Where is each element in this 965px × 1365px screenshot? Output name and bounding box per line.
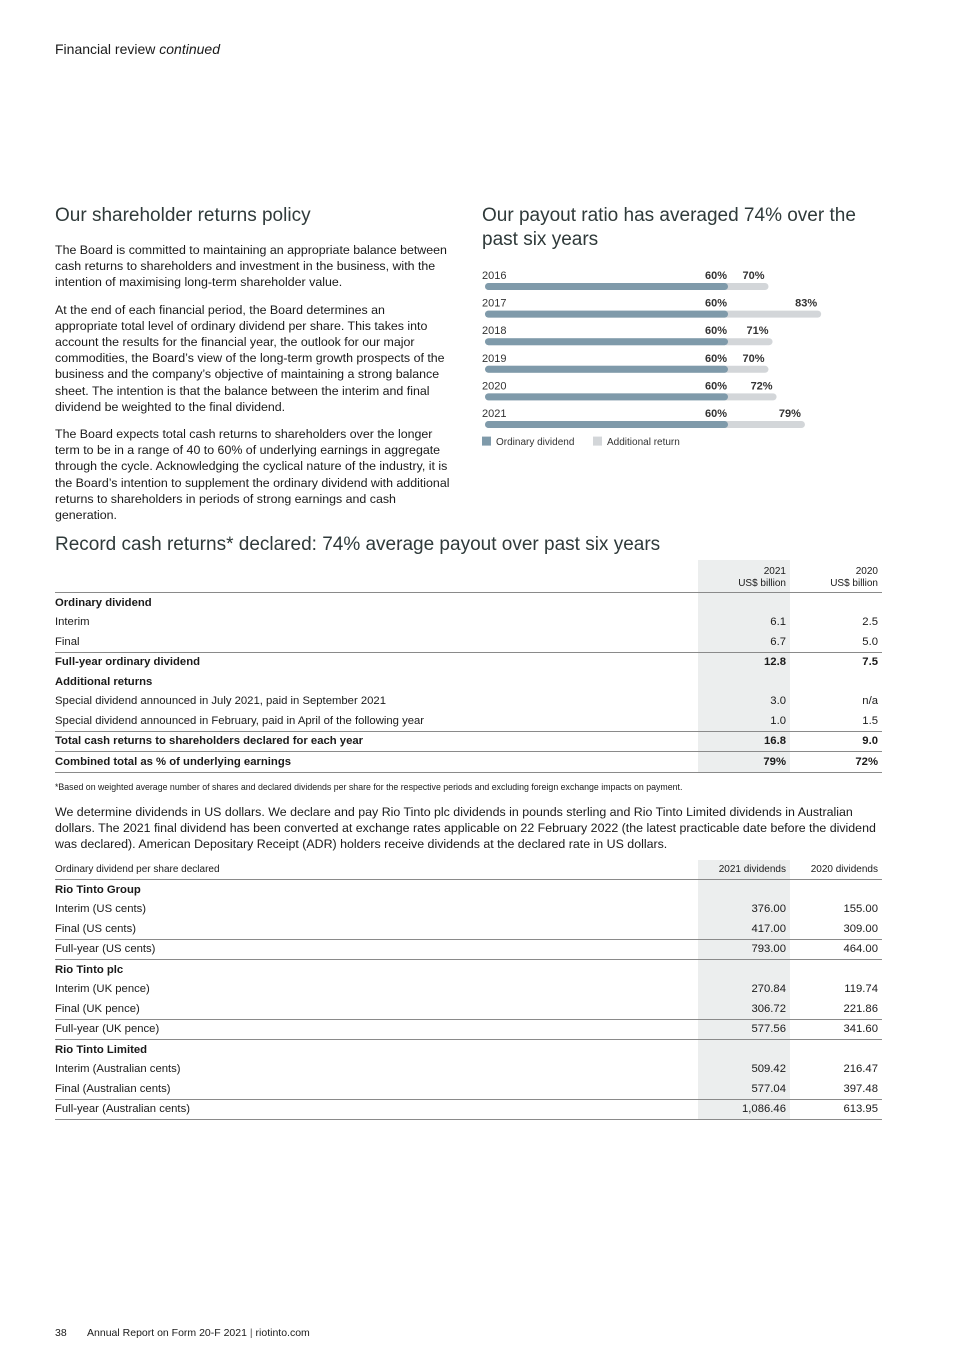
row-label: Final (UK pence)	[55, 1002, 140, 1015]
payout-chart-section	[482, 204, 882, 449]
ordinary-value-label: 60%	[704, 380, 727, 393]
table-row	[55, 939, 882, 960]
value-2020: 155.00	[843, 903, 878, 916]
value-2020: n/a	[862, 695, 878, 708]
value-2021: 793.00	[698, 939, 790, 960]
report-name: Annual Report on Form 20-F 2021	[87, 1327, 247, 1339]
row-label: Interim (US cents)	[55, 903, 147, 916]
col-unit: US$ billion	[738, 578, 786, 589]
row-label: Special dividend announced in February, paid in April of the following year	[55, 714, 425, 727]
row-label: Full-year (UK pence)	[55, 1019, 698, 1040]
row-label: Additional returns	[55, 675, 153, 688]
table-row	[55, 960, 882, 980]
total-value-label: 72%	[750, 380, 773, 393]
total-value-label: 70%	[742, 352, 765, 365]
ordinary-value-label: 60%	[704, 297, 727, 310]
value-2020: 5.0	[862, 635, 878, 648]
table-row	[55, 880, 882, 900]
value-2020: 221.86	[843, 1002, 878, 1015]
table-header-row	[55, 560, 882, 593]
footnote: *Based on weighted average number of shares and declared dividends per share for the respective periods and excluding foreign exchange impacts on payment.	[55, 782, 683, 792]
row-label: Interim (UK pence)	[55, 983, 150, 996]
row-label: Combined total as % of underlying earnings	[55, 752, 698, 773]
table-row	[55, 752, 882, 773]
value-2021	[698, 960, 790, 980]
policy-paragraph: The Board expects total cash returns to shareholders over the longer term to be in a range of 40 to 60% of underlying earnings in aggregate through the cycle. Acknowledging the cyclical nature of the industry, it is the Board’s intention to supplement the ordinary dividend with additional returns to shareholders in periods of strong earnings and cash generation.	[55, 427, 450, 523]
table-row	[55, 632, 882, 652]
table-row	[55, 1060, 882, 1080]
table-row	[55, 731, 882, 752]
table-header-row	[55, 860, 882, 880]
table-row	[55, 900, 882, 920]
table-row	[55, 1019, 882, 1040]
value-2021	[698, 1040, 790, 1060]
chart-title: Our payout ratio has averaged 74% over the past six years	[482, 205, 856, 250]
value-2021: 509.42	[698, 1060, 790, 1080]
value-2020	[790, 880, 882, 900]
policy-paragraph: The Board is committed to maintaining an appropriate balance between cash returns to shareholders and investment in the business, with the intention of maximising long-term shareholder value.	[55, 243, 447, 290]
value-2021: 6.7	[698, 632, 790, 652]
ordinary-dividend-bar	[485, 421, 728, 428]
row-label: Full-year (Australian cents)	[55, 1099, 698, 1120]
row-label: Special dividend announced in July 2021, paid in September 2021	[55, 695, 386, 708]
table-row	[55, 711, 882, 731]
year-label: 2021	[482, 408, 507, 420]
running-header	[55, 41, 220, 57]
year-label: 2016	[482, 270, 507, 282]
row-label: Final (US cents)	[55, 922, 136, 935]
value-2021: 6.1	[698, 613, 790, 633]
table-row	[55, 1079, 882, 1099]
row-label: Final	[55, 635, 80, 648]
value-2020: 1.5	[862, 714, 878, 727]
ordinary-value-label: 60%	[704, 408, 727, 420]
ordinary-value-label: 60%	[704, 270, 727, 282]
payout-ratio-chart	[482, 264, 882, 464]
value-2020: 9.0	[790, 731, 882, 752]
legend-label-additional: Additional return	[607, 437, 680, 449]
value-2021	[698, 672, 790, 692]
row-label: Final (Australian cents)	[55, 1082, 171, 1095]
row-label: Full-year (US cents)	[55, 939, 698, 960]
value-2020: 216.47	[843, 1063, 878, 1076]
ordinary-dividend-bar	[485, 311, 728, 318]
row-label: Interim (Australian cents)	[55, 1063, 181, 1076]
value-2020: 72%	[790, 752, 882, 773]
cash-returns-table	[55, 560, 882, 773]
col-year: 2021	[763, 566, 786, 577]
value-2020: 341.60	[790, 1019, 882, 1040]
header-continued: continued	[159, 41, 220, 57]
total-value-label: 71%	[746, 325, 769, 338]
table-row	[55, 1040, 882, 1060]
table-row	[55, 919, 882, 939]
value-2020	[790, 672, 882, 692]
value-2021: 79%	[698, 752, 790, 773]
value-2021: 577.56	[698, 1019, 790, 1040]
value-2021: 16.8	[698, 731, 790, 752]
col-year: 2020	[855, 566, 878, 577]
ordinary-dividend-bar	[485, 283, 728, 290]
value-2020: 613.95	[790, 1099, 882, 1120]
table-row	[55, 980, 882, 1000]
col-header-2020: 2020 dividends	[790, 860, 882, 880]
header-section: Financial review	[55, 41, 156, 57]
total-value-label: 79%	[778, 408, 801, 420]
ordinary-value-label: 60%	[704, 352, 727, 365]
value-2021: 270.84	[698, 980, 790, 1000]
value-2021: 1.0	[698, 711, 790, 731]
value-2021: 1,086.46	[698, 1099, 790, 1120]
row-label: Rio Tinto Limited	[55, 1040, 698, 1060]
header-spacer	[55, 560, 698, 593]
table-row	[55, 652, 882, 672]
table-row	[55, 672, 882, 692]
policy-paragraph: At the end of each financial period, the Board determines an appropriate total level of ordinary dividend per share. This takes into account the results for the financial year, the outlook for our major commodities, the Board’s view of the long-term growth prospects of the business and the company’s objective of maintaining a strong balance sheet. The intention is that the balance between the interim and final dividend be weighted to the final dividend.	[55, 302, 445, 414]
value-2021	[698, 880, 790, 900]
legend-label-ordinary: Ordinary dividend	[496, 437, 575, 449]
row-label: Rio Tinto Group	[55, 883, 141, 896]
table-row	[55, 1099, 882, 1120]
value-2021: 577.04	[698, 1079, 790, 1099]
row-label: Interim	[55, 616, 90, 629]
value-2020: 397.48	[843, 1082, 878, 1095]
site-link[interactable]: riotinto.com	[255, 1327, 310, 1339]
page-number: 38	[55, 1327, 67, 1339]
row-label: Full-year ordinary dividend	[55, 652, 698, 672]
value-2020: 7.5	[790, 652, 882, 672]
dividend-paragraph: We determine dividends in US dollars. We declare and pay Rio Tinto plc dividends in pounds sterling and Rio Tinto Limited dividends in Australian dollars. The 2021 final dividend has been converted at exchange rates applicable on 22 February 2022 (the latest practicable date before the dividend was declared). American Depositary Receipt (ADR) holders receive dividends at the declared rate in US dollars.	[55, 805, 876, 851]
value-2021: 376.00	[698, 900, 790, 920]
col-header-2021	[698, 560, 790, 593]
col-header-2020	[790, 560, 882, 593]
row-label: Rio Tinto plc	[55, 960, 698, 980]
value-2021: 3.0	[698, 692, 790, 712]
value-2020: 2.5	[862, 616, 878, 629]
table-row	[55, 999, 882, 1019]
year-label: 2019	[482, 352, 507, 365]
policy-title: Our shareholder returns policy	[55, 205, 311, 226]
legend-swatch-ordinary	[482, 437, 491, 446]
year-label: 2017	[482, 297, 507, 310]
total-value-label: 70%	[742, 270, 765, 282]
page-footer	[55, 1327, 310, 1339]
table-row	[55, 613, 882, 633]
value-2021: 12.8	[698, 652, 790, 672]
ordinary-dividend-bar	[485, 366, 728, 373]
value-2021: 417.00	[698, 919, 790, 939]
header-label: Ordinary dividend per share declared	[55, 860, 698, 880]
total-value-label: 83%	[795, 297, 818, 310]
footer-separator: |	[249, 1327, 253, 1339]
ordinary-dividend-bar	[485, 393, 728, 400]
row-label: Ordinary dividend	[55, 596, 152, 609]
col-header-2021: 2021 dividends	[698, 860, 790, 880]
table-row	[55, 692, 882, 712]
value-2020: 464.00	[790, 939, 882, 960]
per-share-table	[55, 860, 882, 1120]
ordinary-dividend-bar	[485, 338, 728, 345]
value-2021: 306.72	[698, 999, 790, 1019]
value-2020	[790, 960, 882, 980]
policy-section	[55, 204, 450, 534]
value-2020: 309.00	[843, 922, 878, 935]
year-label: 2018	[482, 325, 507, 338]
row-label: Total cash returns to shareholders declared for each year	[55, 731, 698, 752]
table-row	[55, 593, 882, 613]
year-label: 2020	[482, 380, 507, 393]
value-2020	[790, 593, 882, 613]
ordinary-value-label: 60%	[704, 325, 727, 338]
col-unit: US$ billion	[830, 578, 878, 589]
value-2020: 119.74	[844, 983, 878, 996]
legend-swatch-additional	[593, 437, 602, 446]
value-2021	[698, 593, 790, 613]
returns-table-title: Record cash returns* declared: 74% average payout over past six years	[55, 534, 661, 555]
value-2020	[790, 1040, 882, 1060]
